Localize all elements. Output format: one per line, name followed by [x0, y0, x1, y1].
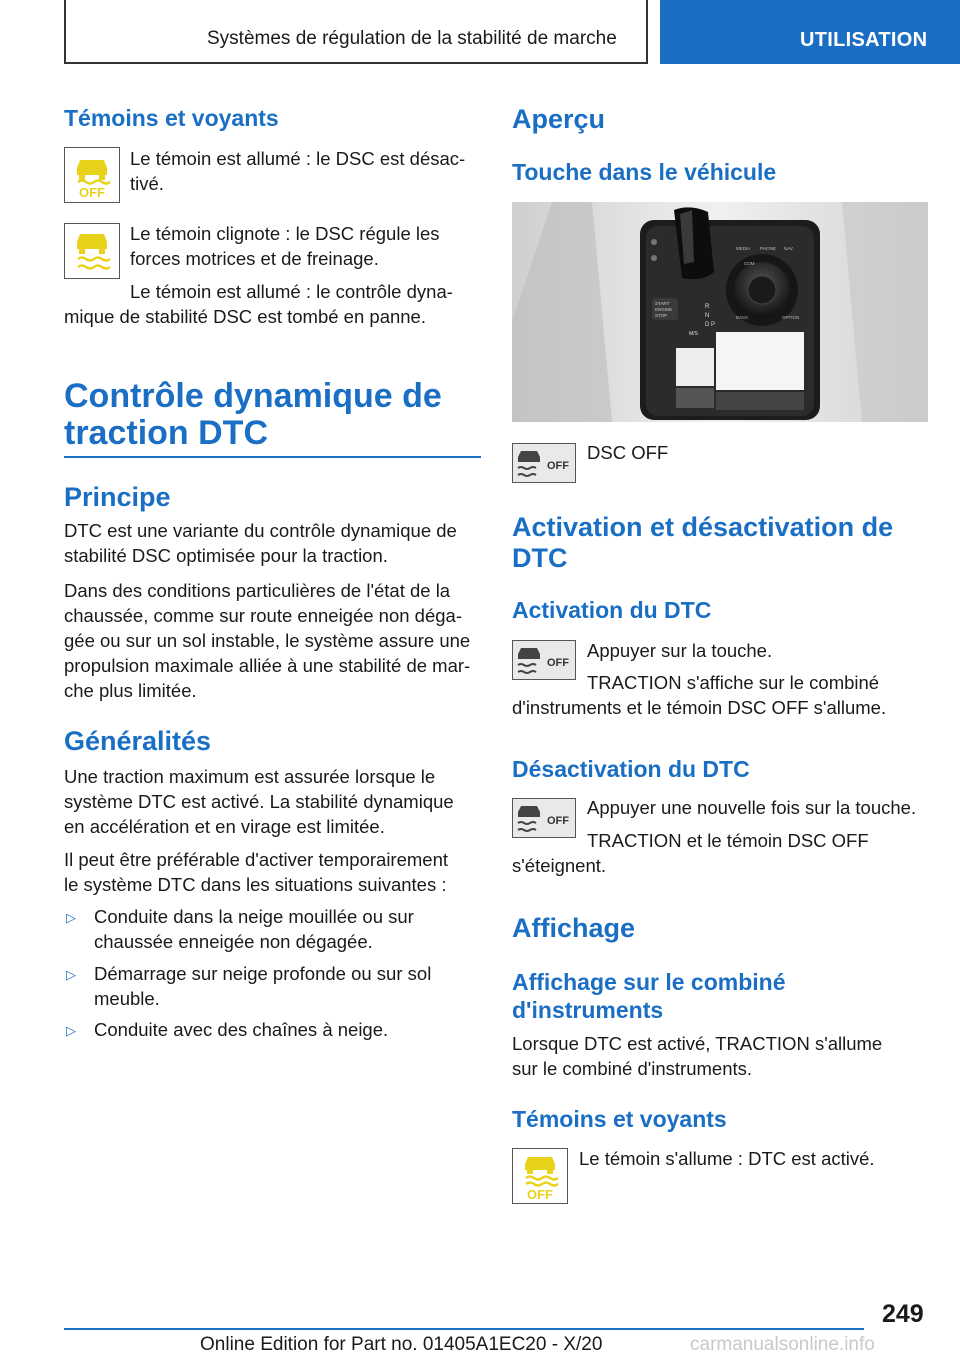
bullet-triangle-icon: ▷	[66, 967, 76, 982]
svg-text:R: R	[705, 304, 710, 310]
svg-text:D: D	[705, 322, 710, 328]
principe-p2	[64, 578, 470, 703]
dsc-off-label: DSC OFF	[587, 442, 669, 463]
svg-text:OFF: OFF	[547, 815, 569, 827]
chapter-title	[64, 378, 484, 452]
svg-text:OFF: OFF	[547, 657, 569, 669]
text-line: chaussée enneigée non dégagée.	[94, 931, 373, 952]
deactivation-line3: s'éteignent.	[512, 855, 607, 876]
svg-text:ENGINE: ENGINE	[655, 307, 673, 312]
dsc-off-button-icon	[512, 443, 576, 483]
temoins-title-right: Témoins et voyants	[512, 1106, 727, 1132]
svg-text:M/S: M/S	[689, 331, 698, 337]
page-section-title: Systèmes de régulation de la stabilité de marche	[207, 28, 617, 49]
title-line: Activation et désactivation de	[512, 512, 894, 542]
text-line: DTC est une variante du contrôle dynamique de	[64, 520, 457, 541]
apercu-title: Aperçu	[512, 104, 606, 134]
temoin-line-3b: mique de stabilité DSC est tombé en panne.	[64, 306, 426, 327]
affichage-subtitle	[512, 968, 786, 1024]
svg-text:MEDIA: MEDIA	[736, 246, 751, 251]
bullet-item-2	[94, 961, 431, 1011]
title-line: DTC	[512, 543, 568, 573]
chapter-tab[interactable]	[660, 0, 960, 64]
activation-subtitle: Activation du DTC	[512, 597, 712, 623]
dsc-off-button-icon	[512, 798, 576, 838]
temoin-line-2a: Le témoin clignote : le DSC régule les	[130, 223, 440, 244]
touche-title: Touche dans le véhicule	[512, 159, 777, 185]
svg-text:OPTION: OPTION	[782, 315, 800, 320]
chapter-title-line2: traction DTC	[64, 414, 268, 452]
deactivation-line1: Appuyer une nouvelle fois sur la touche.	[587, 797, 917, 818]
svg-text:P: P	[711, 322, 716, 328]
chapter-rule	[64, 456, 481, 458]
section-title-temoins: Témoins et voyants	[64, 105, 279, 131]
text-line: propulsion maximale alliée à une stabilité de mar-	[64, 655, 471, 676]
dsc-off-button-icon	[512, 640, 576, 680]
svg-text:N: N	[705, 313, 710, 319]
activation-line1: Appuyer sur la touche.	[587, 640, 773, 661]
text-line: Lorsque DTC est activé, TRACTION s'allume	[512, 1033, 883, 1054]
generalites-p1	[64, 764, 454, 839]
footer-rule	[64, 1328, 864, 1330]
svg-text:STOP: STOP	[655, 313, 668, 318]
dtc-active-warning-icon	[512, 1148, 568, 1204]
title-line: Affichage sur le combiné	[512, 969, 786, 995]
bullet-item-1	[94, 904, 414, 954]
principe-title: Principe	[64, 482, 171, 512]
text-line: che plus limitée.	[64, 680, 197, 701]
svg-text:BACK: BACK	[736, 315, 749, 320]
svg-text:PHONE: PHONE	[760, 246, 777, 251]
dsc-off-warning-icon	[64, 147, 120, 203]
watermark: carmanualsonline.info	[690, 1334, 875, 1355]
temoin-line-1b: tivé.	[130, 173, 164, 194]
deactivation-line2: TRACTION et le témoin DSC OFF	[587, 830, 869, 851]
footer-edition: Online Edition for Part no. 01405A1EC20 - X/20	[200, 1334, 603, 1355]
text-line: le système DTC dans les situations suivantes :	[64, 874, 447, 895]
svg-text:OFF: OFF	[547, 460, 569, 472]
text-line: gée ou sur un sol instable, le système assure une	[64, 630, 471, 651]
temoin-line-1a: Le témoin est allumé : le DSC est désac-	[130, 148, 466, 169]
dsc-active-warning-icon	[64, 223, 120, 279]
affichage-title: Affichage	[512, 913, 636, 943]
affichage-paragraph	[512, 1031, 882, 1081]
svg-text:NAV: NAV	[784, 246, 793, 251]
title-line: d'instruments	[512, 997, 664, 1023]
generalites-p2	[64, 847, 448, 897]
chapter-tab-label: UTILISATION	[800, 29, 928, 51]
bullet-triangle-icon: ▷	[66, 910, 76, 925]
svg-text:COM: COM	[744, 261, 755, 266]
text-line: Il peut être préférable d'activer temporairement	[64, 849, 449, 870]
text-line: Conduite dans la neige mouillée ou sur	[94, 906, 414, 927]
svg-text:START: START	[655, 301, 670, 306]
text-line: Conduite avec des chaînes à neige.	[94, 1019, 389, 1040]
bullet-item-3	[94, 1017, 388, 1042]
page-number: 249	[882, 1300, 924, 1328]
activation-title	[512, 512, 930, 574]
deactivation-subtitle: Désactivation du DTC	[512, 756, 750, 782]
text-line: Démarrage sur neige profonde ou sur sol	[94, 963, 432, 984]
text-line: système DTC est activé. La stabilité dynamique	[64, 791, 454, 812]
text-line: stabilité DSC optimisée pour la traction.	[64, 545, 388, 566]
principe-p1	[64, 518, 457, 568]
center-console-photo	[512, 202, 928, 422]
temoins-right-line: Le témoin s'allume : DTC est activé.	[579, 1148, 875, 1169]
temoin-line-3a: Le témoin est allumé : le contrôle dyna-	[130, 281, 453, 302]
text-line: Dans des conditions particulières de l'état de la	[64, 580, 451, 601]
text-line: Une traction maximum est assurée lorsque le	[64, 766, 436, 787]
svg-text:OFF: OFF	[79, 185, 105, 200]
activation-line2: TRACTION s'affiche sur le combiné	[587, 672, 880, 693]
text-line: sur le combiné d'instruments.	[512, 1058, 753, 1079]
chapter-title-line1: Contrôle dynamique de	[64, 377, 442, 415]
svg-text:OFF: OFF	[527, 1187, 553, 1202]
generalites-title: Généralités	[64, 726, 212, 756]
text-line: en accélération et en virage est limitée.	[64, 816, 385, 837]
temoin-line-2b: forces motrices et de freinage.	[130, 248, 379, 269]
bullet-triangle-icon: ▷	[66, 1023, 76, 1038]
text-line: meuble.	[94, 988, 160, 1009]
activation-line3: d'instruments et le témoin DSC OFF s'allume.	[512, 697, 887, 718]
text-line: chaussée, comme sur route enneigée non déga-	[64, 605, 463, 626]
